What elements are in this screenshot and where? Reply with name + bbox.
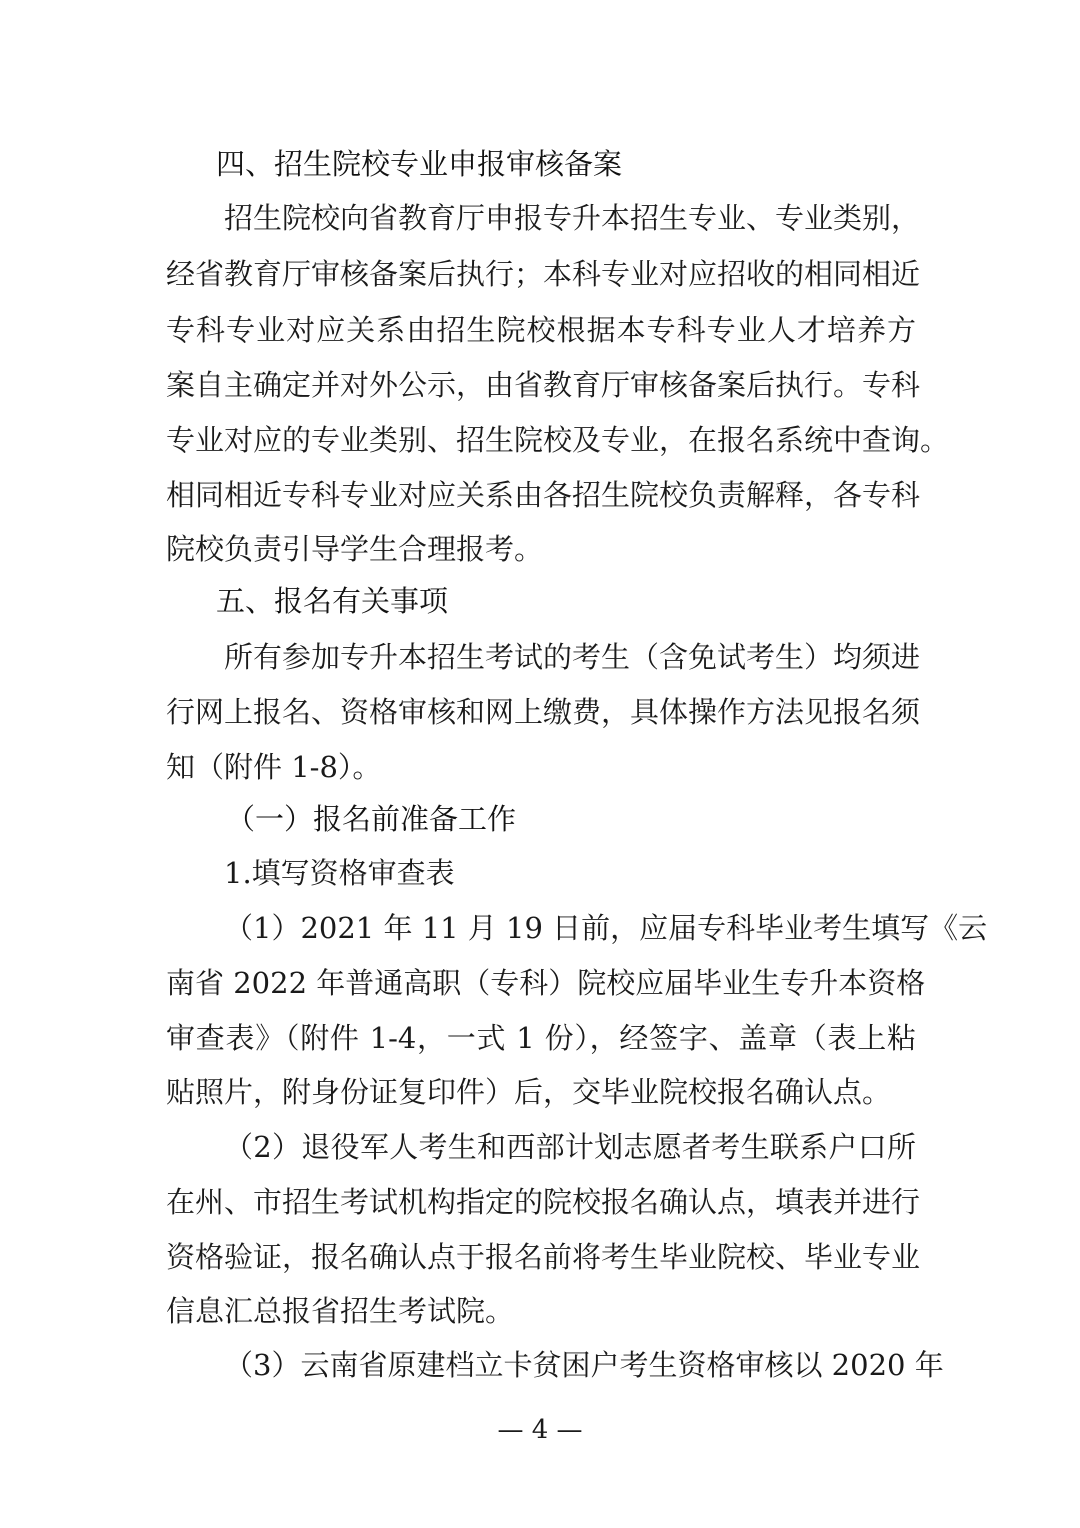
paragraph-line: 专业对应的专业类别、招生院校及专业，在报名系统中查询。	[166, 423, 950, 457]
paragraph-line: 知（附件 1-8）。	[166, 750, 382, 784]
paragraph-line: 信息汇总报省招生考试院。	[166, 1294, 515, 1328]
page-number: — 4 —	[497, 1415, 583, 1445]
paragraph-line: （2）退役军人考生和西部计划志愿者考生联系户口所	[224, 1130, 916, 1164]
paragraph-line: 行网上报名、资格审核和网上缴费，具体操作方法见报名须	[166, 695, 921, 729]
paragraph-line: （1）2021 年 11 月 19 日前，应届专科毕业考生填写《云	[224, 911, 988, 945]
paragraph-line: 相同相近专科专业对应关系由各招生院校负责解释，各专科	[166, 478, 921, 512]
paragraph-line: 所有参加专升本招生考试的考生（含免试考生）均须进	[224, 640, 921, 674]
paragraph-line: 南省 2022 年普通高职（专科）院校应届毕业生专升本资格	[166, 966, 926, 1000]
section-heading-4: 四、招生院校专业申报审核备案	[216, 147, 623, 181]
paragraph-line: 资格验证，报名确认点于报名前将考生毕业院校、毕业专业	[166, 1240, 921, 1274]
paragraph-line: 专科专业对应关系由招生院校根据本专科专业人才培养方	[166, 313, 916, 347]
item-title: 1.填写资格审查表	[224, 856, 455, 890]
paragraph-line: 在州、市招生考试机构指定的院校报名确认点，填表并进行	[166, 1185, 921, 1219]
paragraph-line: （3）云南省原建档立卡贫困户考生资格审核以 2020 年	[224, 1348, 944, 1382]
paragraph-line: 院校负责引导学生合理报考。	[166, 532, 544, 566]
paragraph-line: 贴照片，附身份证复印件）后，交毕业院校报名确认点。	[166, 1075, 892, 1109]
subsection-heading: （一）报名前准备工作	[226, 802, 517, 836]
paragraph-line: 案自主确定并对外公示，由省教育厅审核备案后执行。专科	[166, 368, 921, 402]
paragraph-line: 经省教育厅审核备案后执行；本科专业对应招收的相同相近	[166, 257, 921, 291]
paragraph-line: 招生院校向省教育厅申报专升本招生专业、专业类别，	[224, 201, 921, 235]
section-heading-5: 五、报名有关事项	[216, 584, 449, 618]
paragraph-line: 审查表》（附件 1-4，一式 1 份），经签字、盖章（表上粘	[166, 1021, 916, 1055]
